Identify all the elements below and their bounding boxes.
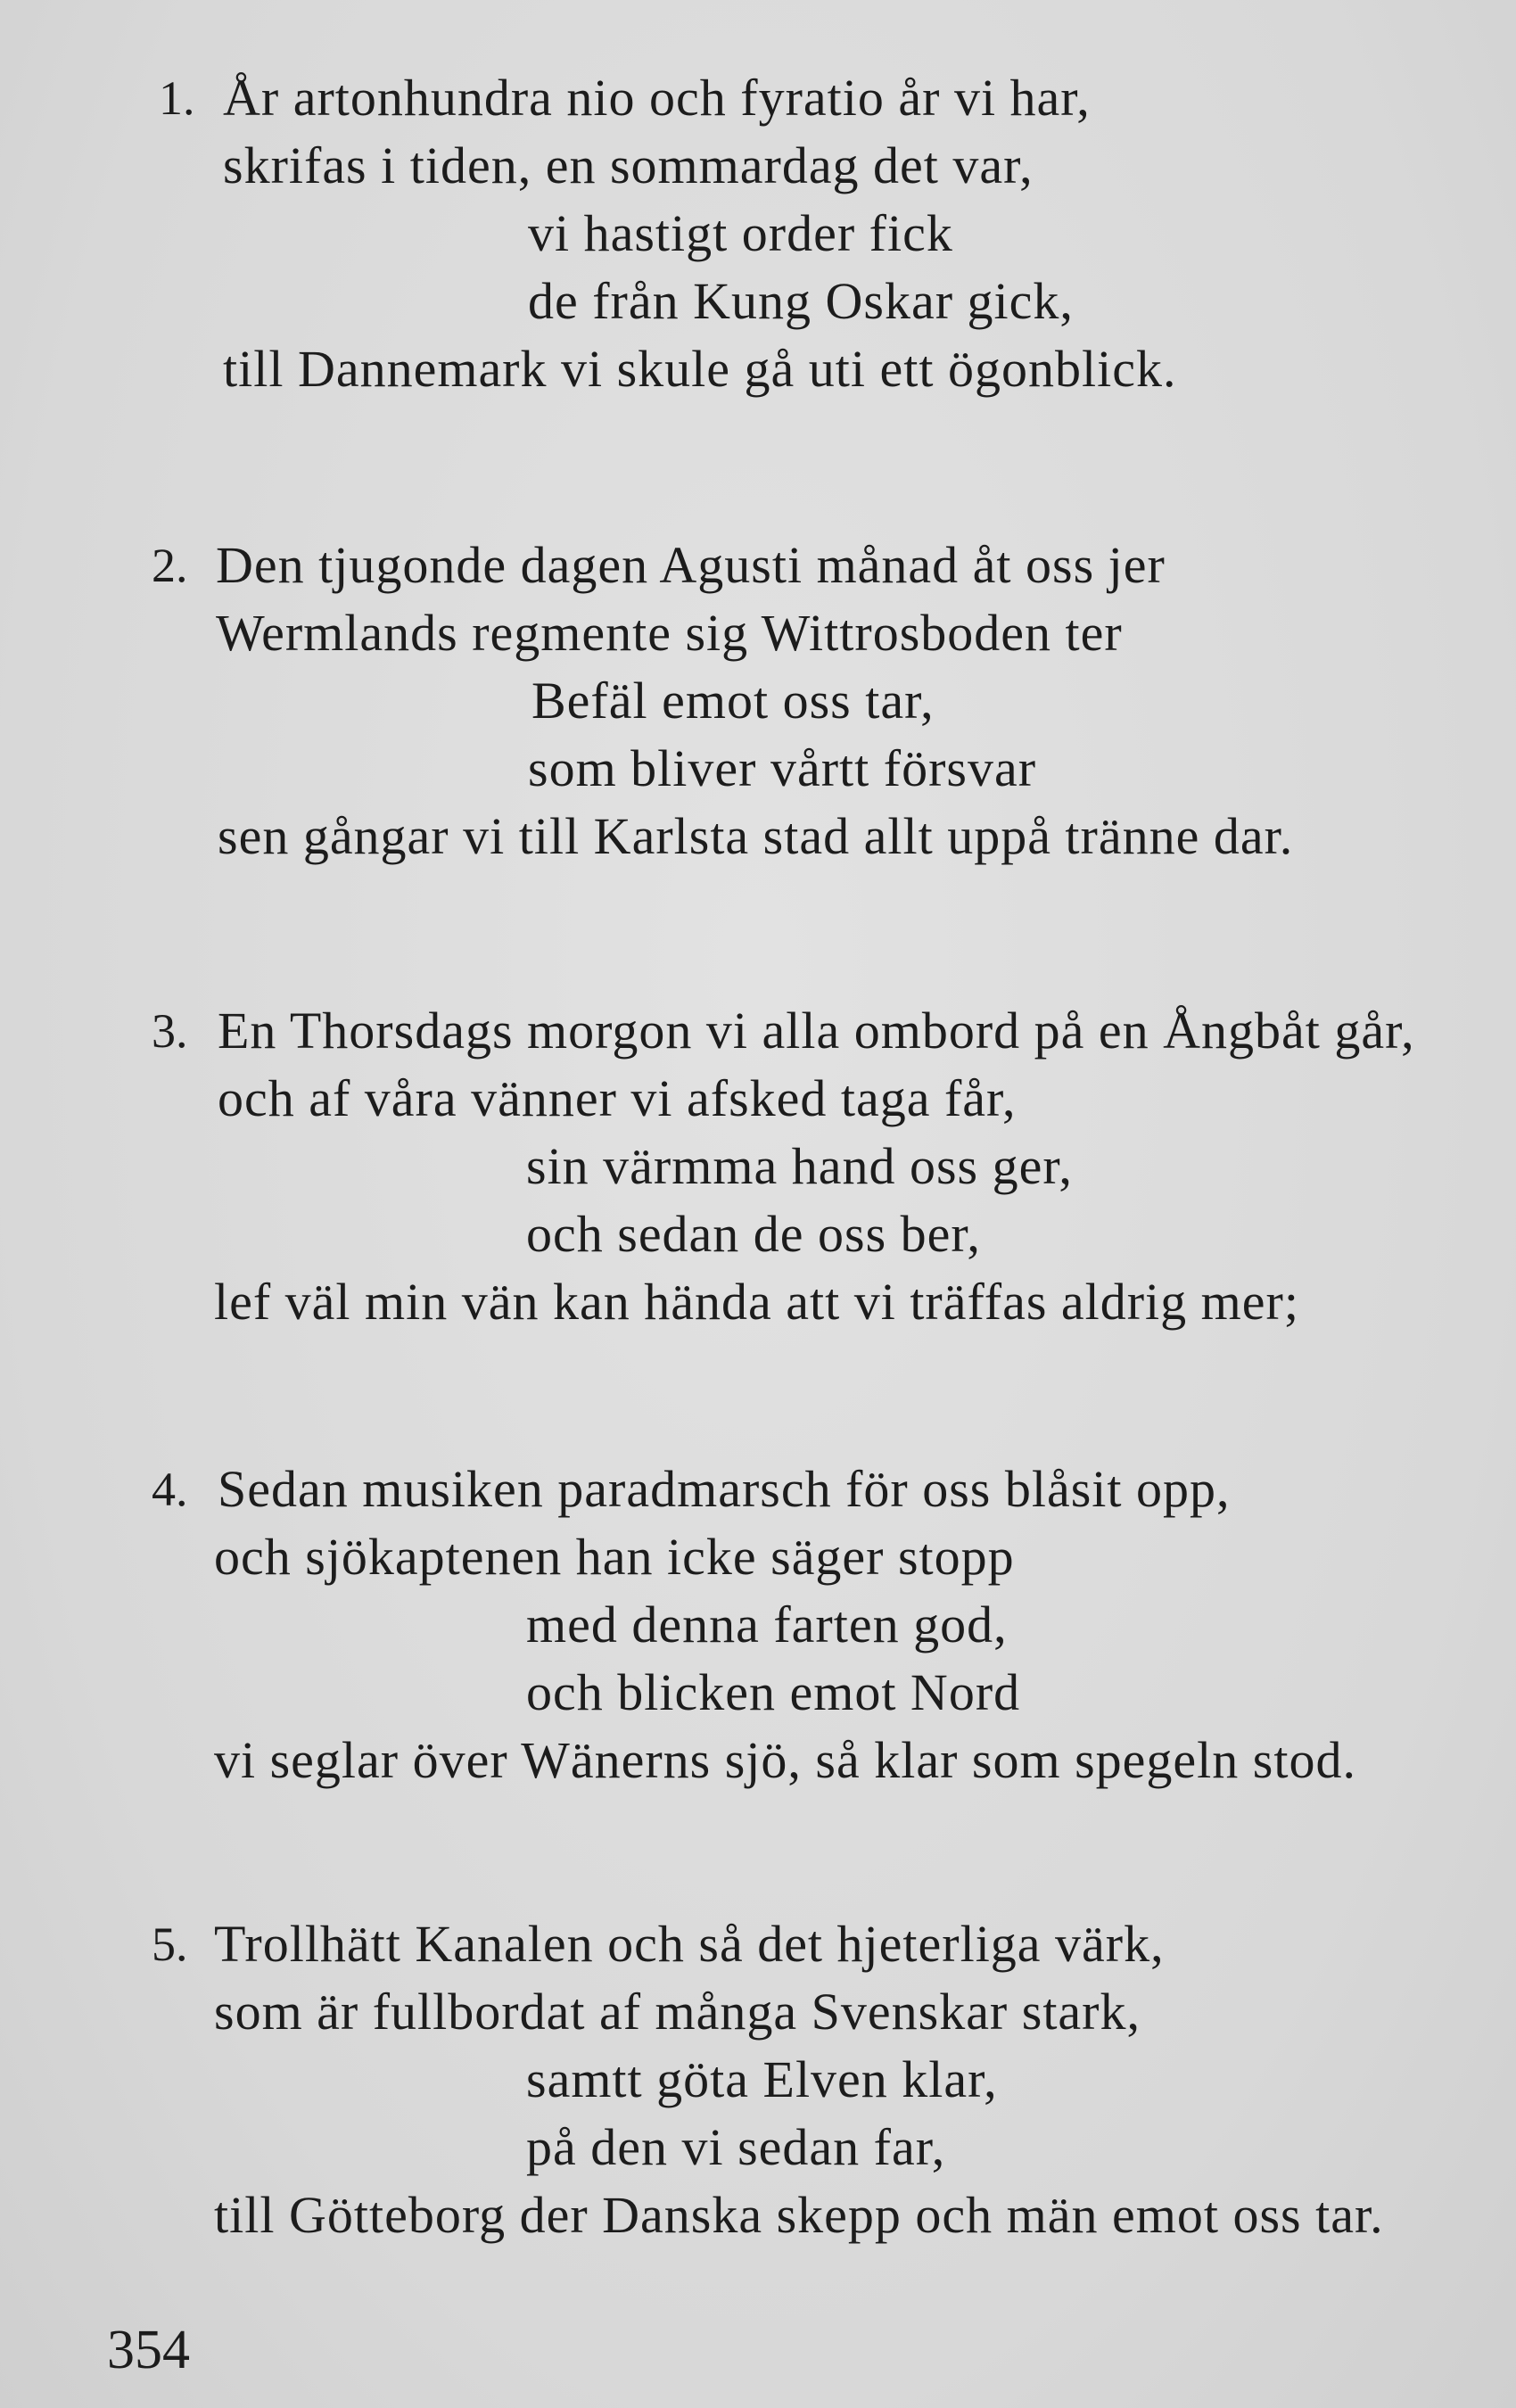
verse-line: som är fullbordat af många Svenskar stark, (214, 1983, 1141, 2041)
page-number: 354 (107, 2320, 190, 2380)
verse-line: till Götteborg der Danska skepp och män emot oss tar. (214, 2186, 1384, 2244)
verse-line: på den vi sedan far, (526, 2118, 946, 2176)
stanza-number: 4. (152, 1463, 188, 1516)
verse-line: till Dannemark vi skule gå uti ett ögonblick. (223, 340, 1177, 398)
stanza-number: 5. (152, 1917, 188, 1971)
verse-line: lef väl min vän kan hända att vi träffas aldrig mer; (214, 1273, 1299, 1331)
stanza-number: 2. (152, 539, 188, 592)
stanza-number: 1. (159, 71, 195, 125)
stanza-number: 3. (152, 1004, 188, 1058)
verse-line: vi hastigt order fick (528, 204, 953, 262)
verse-line: som bliver vårtt försvar (528, 739, 1037, 797)
verse-line: Den tjugonde dagen Agusti månad åt oss jer (216, 536, 1166, 594)
verse-line: och af våra vänner vi afsked taga får, (218, 1069, 1017, 1127)
verse-line: Trollhätt Kanalen och så det hjeterliga värk, (214, 1915, 1165, 1973)
verse-line: Wermlands regmente sig Wittrosboden ter (216, 604, 1123, 662)
verse-line: sen gångar vi till Karlsta stad allt uppå tränne dar. (218, 807, 1294, 865)
verse-line: och blicken emot Nord (526, 1663, 1021, 1721)
verse-line: En Thorsdags morgon vi alla ombord på en Ångbåt går, (218, 1002, 1415, 1060)
verse-line: samtt göta Elven klar, (526, 2050, 998, 2108)
verse-line: vi seglar över Wänerns sjö, så klar som spegeln stod. (214, 1731, 1356, 1789)
verse-line: skrifas i tiden, en sommardag det var, (223, 136, 1034, 194)
verse-line: År artonhundra nio och fyratio år vi har, (223, 69, 1091, 127)
verse-line: de från Kung Oskar gick, (528, 272, 1074, 330)
verse-line: sin värmma hand oss ger, (526, 1137, 1073, 1195)
verse-line: och sjökaptenen han icke säger stopp (214, 1528, 1015, 1586)
verse-line: Sedan musiken paradmarsch för oss blåsit opp, (218, 1460, 1231, 1518)
verse-line: och sedan de oss ber, (526, 1205, 981, 1263)
verse-line: Befäl emot oss tar, (531, 672, 935, 730)
verse-line: med denna farten god, (526, 1596, 1008, 1653)
